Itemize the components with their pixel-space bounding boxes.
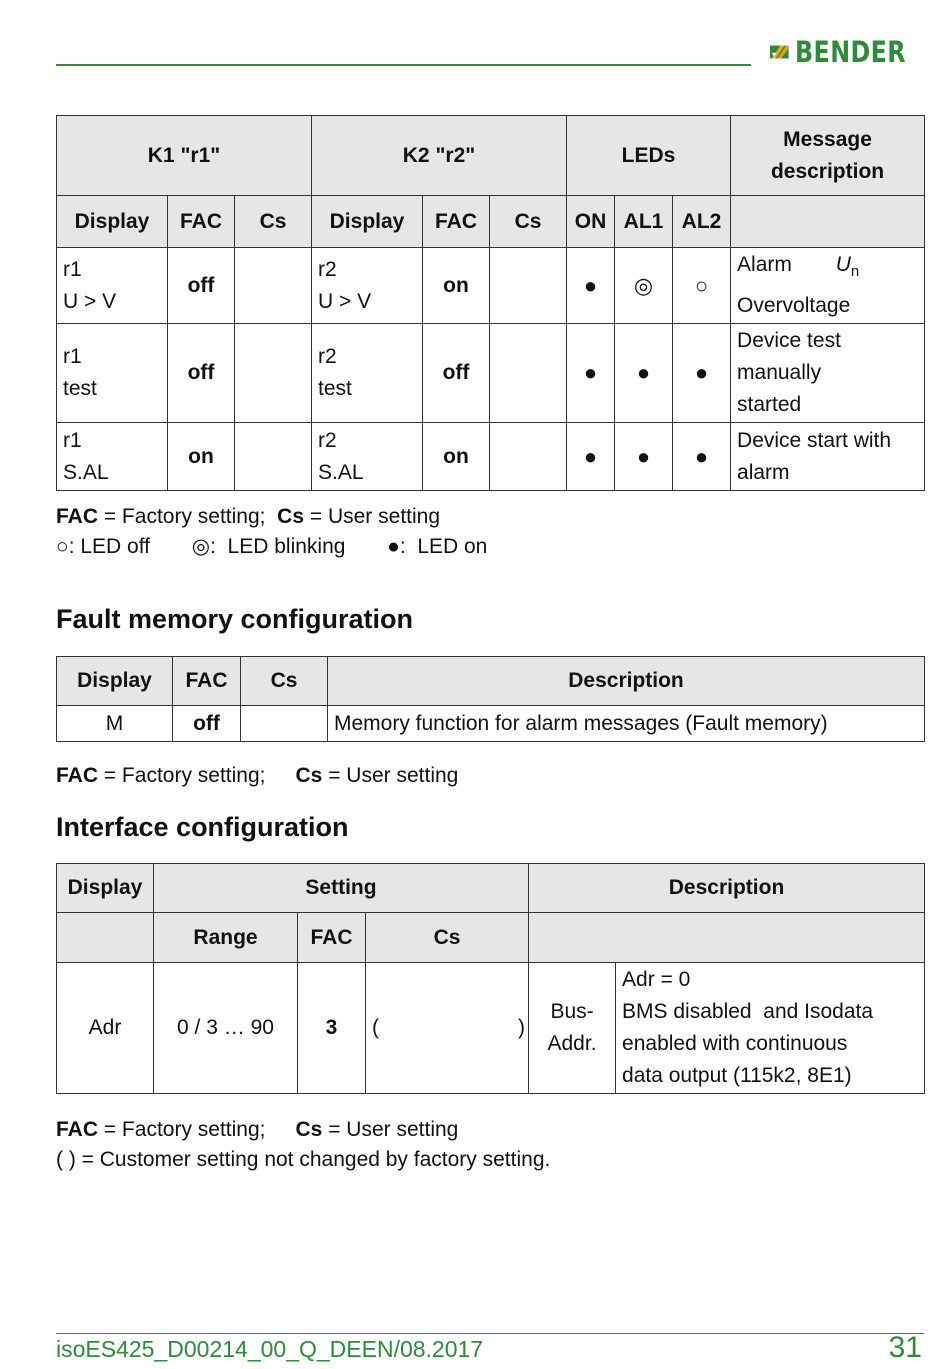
fault-memory-table: [56, 656, 925, 742]
message-line2: manually: [737, 361, 822, 385]
legend-cs-label: Cs: [277, 505, 305, 528]
k2-cs: [490, 423, 567, 491]
desc-line2: BMS disabled and Isodata: [622, 1000, 874, 1023]
legend-cs-text: = User setting: [304, 505, 441, 528]
message-line1: Device start with: [737, 428, 892, 452]
legend-fac-label: FAC: [56, 505, 98, 528]
subheader-fac: FAC: [423, 196, 490, 248]
k1-cs: [235, 324, 312, 423]
cs-open-paren: (: [372, 1016, 379, 1039]
header-display: Display: [57, 657, 173, 706]
led-on-indicator: ●: [567, 423, 615, 491]
legend-fac-label: FAC: [56, 764, 98, 787]
interface-heading: Interface configuration: [56, 812, 349, 842]
k1-display-line2: test: [63, 377, 97, 401]
legend-led-blinking-text: : LED blinking: [210, 535, 346, 558]
fault-description: Memory function for alarm messages (Fault memory): [328, 706, 925, 742]
subheader-cs: Cs: [366, 913, 529, 963]
led-al2-indicator: ○: [673, 248, 731, 324]
fault-memory-heading: Fault memory configuration: [56, 604, 414, 634]
desc-line1: Adr = 0: [622, 968, 691, 991]
legend-cs-text: = User setting: [322, 764, 459, 787]
interface-description: [616, 963, 925, 1094]
header-cs: Cs: [241, 657, 328, 706]
subheader-led-on: ON: [567, 196, 615, 248]
group-header-k1: K1 "r1": [57, 116, 312, 196]
header-fac: FAC: [173, 657, 241, 706]
header-description: Description: [328, 657, 925, 706]
legend-cs-label: Cs: [295, 1118, 323, 1141]
message-header-text: Message description: [770, 127, 885, 183]
k1-fac: on: [168, 423, 235, 491]
k2-cs: [490, 248, 567, 324]
subheader-led-al1: AL1: [615, 196, 673, 248]
message-alarm-text: Alarm: [737, 253, 792, 276]
legend-cs-label: Cs: [295, 764, 323, 787]
subheader-display: Display: [57, 196, 168, 248]
interface-table: [56, 863, 925, 1094]
k1-display-line2: U > V: [63, 289, 117, 313]
legend-fac-text: = Factory setting;: [98, 505, 272, 528]
k1-display-line1: r1: [63, 257, 82, 281]
legend-line2: [56, 532, 487, 562]
legend-fault-memory: [56, 761, 458, 791]
cs-close-paren: ): [518, 1016, 526, 1039]
voltage-subscript: n: [850, 263, 860, 281]
table-row: [57, 324, 925, 423]
table-row: [57, 423, 925, 491]
relay-table: [56, 115, 925, 491]
table-row: [57, 963, 925, 1094]
bender-logo: [770, 33, 930, 71]
led-off-icon: ○: [56, 535, 69, 558]
subheader-empty: [529, 913, 925, 963]
legend-line1: [56, 502, 487, 532]
k2-display-line1: r2: [318, 257, 337, 281]
k2-display-line2: test: [318, 377, 352, 401]
led-al2-indicator: ●: [673, 324, 731, 423]
legend-fac-text: = Factory setting;: [98, 1118, 266, 1141]
voltage-symbol: U: [835, 253, 851, 276]
interface-fac: 3: [298, 963, 366, 1094]
k2-fac: on: [423, 248, 490, 324]
led-on-indicator: ●: [567, 248, 615, 324]
message-description: [731, 324, 925, 423]
k2-fac: on: [423, 423, 490, 491]
subheader-empty: [731, 196, 925, 248]
legend-cs-text: = User setting: [322, 1118, 459, 1141]
led-al1-indicator: ◎: [615, 248, 673, 324]
table-row: [57, 248, 925, 324]
message-description: [731, 248, 925, 324]
k2-display-line1: r2: [318, 345, 337, 369]
interface-display: Adr: [57, 963, 154, 1094]
legend-line1: [56, 1115, 550, 1145]
subheader-led-al2: AL2: [673, 196, 731, 248]
led-on-icon: ●: [387, 535, 400, 558]
k1-display: [57, 423, 168, 491]
k2-display-line2: S.AL: [318, 460, 364, 484]
legend-interface: [56, 1115, 550, 1175]
legend-led-on-text: : LED on: [399, 535, 488, 558]
message-line3: started: [737, 393, 802, 417]
k1-cs: [235, 248, 312, 324]
k2-display-line2: U > V: [318, 289, 372, 313]
k1-display: [57, 248, 168, 324]
interface-cs: [366, 963, 529, 1094]
header-rule: [56, 64, 751, 66]
message-line1: Device test: [737, 329, 841, 353]
led-blinking-icon: ◎: [191, 535, 211, 558]
led-al1-indicator: ●: [615, 324, 673, 423]
interface-label: [529, 963, 616, 1094]
led-on-indicator: ●: [567, 324, 615, 423]
k2-display: [312, 248, 423, 324]
fault-fac: off: [173, 706, 241, 742]
interface-range: 0 / 3 … 90: [154, 963, 298, 1094]
label-line2: Addr.: [547, 1032, 597, 1055]
header-setting: Setting: [154, 864, 529, 913]
message-description: [731, 423, 925, 491]
header-description: Description: [529, 864, 925, 913]
legend-note: ( ) = Customer setting not changed by factory setting.: [56, 1148, 551, 1171]
k1-display-line1: r1: [63, 428, 82, 452]
k2-display-line1: r2: [318, 428, 337, 452]
footer-rule: [56, 1333, 924, 1334]
message-line2: alarm: [737, 460, 790, 484]
subheader-cs: Cs: [490, 196, 567, 248]
k2-cs: [490, 324, 567, 423]
group-header-k2: K2 "r2": [312, 116, 567, 196]
legend-settings: [56, 502, 487, 562]
footer-doc-id: isoES425_D00214_00_Q_DEEN/08.2017: [56, 1336, 484, 1362]
k2-display: [312, 423, 423, 491]
fault-display: M: [57, 706, 173, 742]
k1-display-line1: r1: [63, 345, 82, 369]
page-number: 31: [888, 1331, 922, 1364]
bender-logo-icon: [770, 34, 789, 70]
subheader-cs: Cs: [235, 196, 312, 248]
group-header-leds: LEDs: [567, 116, 731, 196]
k1-cs: [235, 423, 312, 491]
legend-fac-label: FAC: [56, 1118, 98, 1141]
k1-fac: off: [168, 324, 235, 423]
led-al1-indicator: ●: [615, 423, 673, 491]
k2-fac: off: [423, 324, 490, 423]
brand-name: BENDER: [794, 35, 906, 69]
header-display: Display: [57, 864, 154, 913]
k1-display-line2: S.AL: [63, 460, 109, 484]
subheader-fac: FAC: [168, 196, 235, 248]
message-line2: Overvoltage: [737, 294, 851, 318]
legend-fac-text: = Factory setting;: [98, 764, 266, 787]
desc-line4: data output (115k2, 8E1): [622, 1064, 852, 1087]
table-row: [57, 706, 925, 742]
subheader-empty: [57, 913, 154, 963]
subheader-range: Range: [154, 913, 298, 963]
message-line1: [737, 248, 924, 289]
k2-display: [312, 324, 423, 423]
group-header-message: [731, 116, 925, 196]
desc-line3: enabled with continuous: [622, 1032, 848, 1055]
subheader-fac: FAC: [298, 913, 366, 963]
led-al2-indicator: ●: [673, 423, 731, 491]
subheader-display: Display: [312, 196, 423, 248]
fault-cs: [241, 706, 328, 742]
k1-fac: off: [168, 248, 235, 324]
k1-display: [57, 324, 168, 423]
legend-led-off-text: : LED off: [68, 535, 151, 558]
label-line1: Bus-: [550, 1000, 594, 1023]
